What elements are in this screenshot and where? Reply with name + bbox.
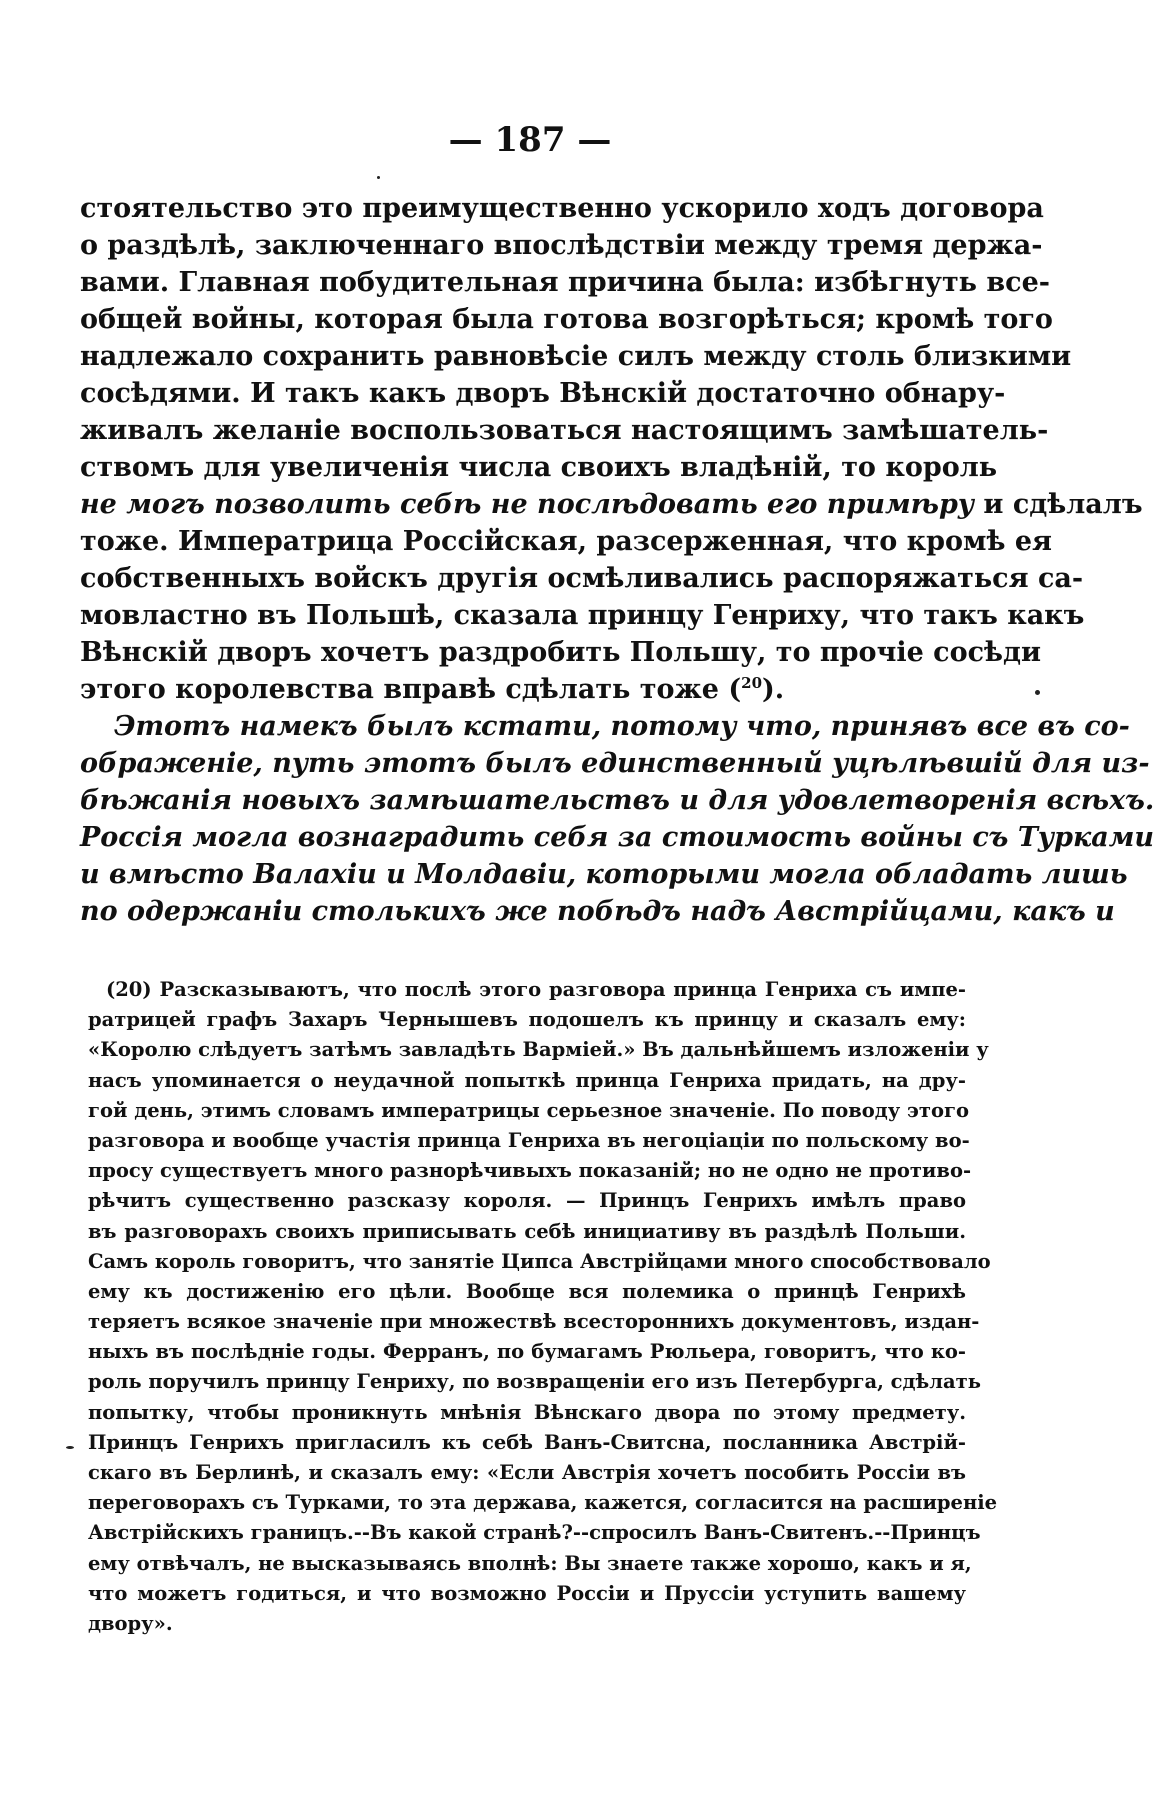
footnote-line: скаго въ Берлинѣ, и сказалъ ему: «Если Австрія хочетъ пособить Россіи въ [88,1461,966,1484]
scan-speck [377,176,380,179]
footnote-line: Австрійскихъ границъ.--Въ какой странѣ?--спросилъ Ванъ-Свитенъ.--Принцъ [88,1521,981,1545]
scan-speck [66,1446,74,1449]
footnote-line: ратрицей графъ Захаръ Чернышевъ подошелъ къ принцу и сказалъ ему: [88,1008,966,1032]
text-line-mixed [80,486,1143,523]
text-line: мовластно въ Польшѣ, сказала принцу Генриху, что такъ какъ [80,600,1085,631]
footnote-line: попытку, чтобы проникнуть мнѣнія Вѣнскаго двора по этому предмету. [88,1400,966,1424]
footnote-line: просу существуетъ много разнорѣчивыхъ показаній; но не одно не противо- [88,1159,972,1183]
text-fragment: этого королевства вправѣ сдѣлать тоже ( [80,674,742,705]
text-line: собственныхъ войскъ другія осмѣливались распоряжаться са- [80,563,1084,594]
footnote-line: ныхъ въ послѣдніе годы. Ферранъ, по бумагамъ Рюльера, говоритъ, что ко- [88,1340,966,1364]
italic-line: и вмѣсто Валахіи и Молдавіи, которыми могла обладать лишь [80,859,1128,890]
text-line: стоятельство это преимущественно ускорило ходъ договора [80,193,1044,224]
text-line: надлежало сохранить равновѣсіе силъ между столь близкими [80,341,1072,372]
text-line: о раздѣлѣ, заключеннаго впослѣдствіи между тремя держа- [80,230,1043,261]
text-line: общей войны, которая была готова возгорѣться; кромѣ того [80,304,1053,335]
scan-speck [1035,690,1040,695]
text-line: Вѣнскій дворъ хочетъ раздробить Польшу, то прочіе сосѣди [80,637,1042,668]
italic-line: Этотъ намекъ былъ кстати, потому что, принявъ все въ со- [114,711,1130,742]
footnote-line: насъ упоминается о неудачной попыткѣ принца Генриха придать, на дру- [88,1068,966,1092]
footnote-line [88,975,966,1005]
footnote-line: что можетъ годиться, и что возможно Россіи и Пруссіи уступить вашему [88,1581,966,1605]
footnote-line: рѣчитъ существенно разсказу короля. — Принцъ Генрихъ имѣлъ право [88,1189,966,1213]
page-number: — 187 — [448,120,612,160]
text-line: сосѣдями. И такъ какъ дворъ Вѣнскій достаточно обнару- [80,378,1006,409]
italic-line: по одержаніи столькихъ же побѣдъ надъ Австрійцами, какъ и [80,896,1115,927]
footnote [88,975,998,1639]
footnote-line: Принцъ Генрихъ пригласилъ къ себѣ Ванъ-Свитсна, посланника Австрій- [88,1430,966,1454]
footnote-marker: (20) [106,978,152,1001]
footnote-line: разговора и вообще участія принца Генриха въ негоціаціи по польскому во- [88,1128,970,1152]
text-line: ствомъ для увеличенія числа своихъ владѣній, то король [80,452,998,483]
footnote-line: теряетъ всякое значеніе при множествѣ всестороннихъ документовъ, издан- [88,1310,980,1334]
italic-line: Россія могла вознаградить себя за стоимость войны съ Турками [80,822,1154,853]
text-line: вами. Главная побудительная причина была: избѣгнуть все- [80,267,1050,298]
text-line-with-note [80,671,970,708]
italic-line: ображеніе, путь этотъ былъ единственный уцѣлѣвшій для из- [80,748,1150,779]
footnote-line: ему къ достиженію его цѣли. Вообще вся полемика о принцѣ Генрихѣ [88,1279,966,1303]
text-line: тоже. Императрица Россійская, разсерженная, что кромѣ ея [80,526,1052,557]
italic-line: бѣжанія новыхъ замѣшательствъ и для удовлетворенія всѣхъ. [80,785,1154,816]
footnote-line: ему отвѣчалъ, не высказываясь вполнѣ: Вы знаете также хорошо, какъ и я, [88,1551,972,1575]
footnote-text: Разсказываютъ, что послѣ этого разговора принца Генриха съ импе- [159,978,966,1001]
italic-phrase: не могъ позволить себѣ не послѣдовать его примѣру [80,489,974,520]
text-fragment: ). [762,674,785,705]
footnote-line: роль поручилъ принцу Генриху, по возвращеніи его изъ Петербурга, сдѣлать [88,1370,981,1394]
footnote-line: въ разговорахъ своихъ приписывать себѣ инициативу въ раздѣлѣ Польши. [88,1219,966,1243]
text-line: живалъ желаніе воспользоваться настоящимъ замѣшатель- [80,415,1049,446]
footnote-line: переговорахъ съ Турками, то эта держава, кажется, согласится на расширеніе [88,1491,998,1515]
footnote-line: гой день, этимъ словамъ императрицы серьезное значеніе. По поводу этого [88,1098,969,1122]
footnote-line: двору». [88,1611,173,1635]
footnote-line: «Королю слѣдуетъ затѣмъ завладѣть Варміей.» Въ дальнѣйшемъ изложеніи у [88,1038,989,1062]
text-fragment: и сдѣлалъ [974,489,1143,520]
footnote-reference: 20 [741,674,763,692]
main-text [80,190,1154,930]
footnote-line: Самъ король говоритъ, что занятіе Ципса Австрійцами много способствовало [88,1249,991,1273]
